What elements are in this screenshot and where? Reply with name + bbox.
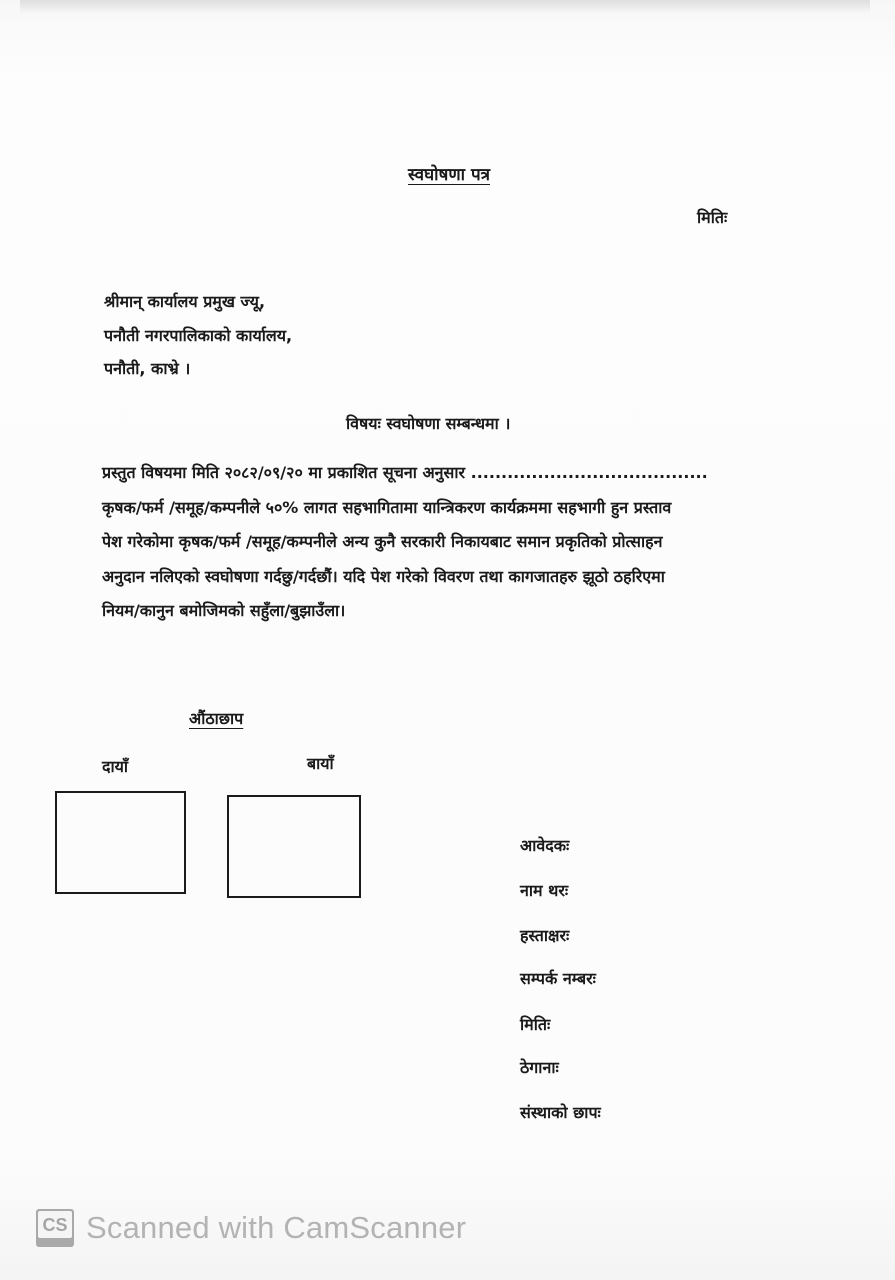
- document-title: स्वघोषणा पत्र: [408, 165, 490, 185]
- address-field: ठेगानाः: [520, 1058, 559, 1077]
- name-field: नाम थरः: [520, 881, 569, 900]
- signature-field: हस्ताक्षरः: [520, 926, 570, 945]
- applicant-field: आवेदकः: [520, 836, 570, 855]
- camscanner-logo-icon: [36, 1209, 74, 1247]
- left-thumbprint-box: [227, 795, 361, 898]
- body-line: कृषक/फर्म /समूह/कम्पनीले ५०% लागत सहभागितामा यान्त्रिकरण कार्यक्रममा सहभागी हुन प्रस्ताव: [102, 497, 672, 517]
- right-thumb-label: दायाँ: [102, 757, 129, 776]
- body-line: पेश गरेकोमा कृषक/फर्म /समूह/कम्पनीले अन्य कुनै सरकारी निकायबाट समान प्रकृतिको प्रोत्साहन: [102, 532, 663, 551]
- body-line: नियम/कानुन बमोजिमको सहुँला/बुझाउँला।: [102, 601, 346, 620]
- camscanner-logo-text: CS: [38, 1211, 72, 1238]
- body-line: अनुदान नलिएको स्वघोषणा गर्दछु/गर्दछौं। यदि पेश गरेको विवरण तथा कागजातहरु झूठो ठहरिएमा: [102, 566, 665, 586]
- declaration-body: [102, 456, 802, 629]
- recipient-line: श्रीमान् कार्यालय प्रमुख ज्यू,: [104, 292, 266, 311]
- date-label: मितिः: [697, 208, 728, 227]
- watermark-text: Scanned with CamScanner: [86, 1210, 467, 1245]
- scan-edge-shadow: [20, 0, 870, 14]
- date-field: मितिः: [520, 1015, 551, 1034]
- left-thumb-label: बायाँ: [307, 754, 334, 773]
- thumbprint-heading: औंठाछाप: [189, 709, 244, 728]
- organization-stamp-field: संस्थाको छापः: [520, 1103, 601, 1122]
- body-line: प्रस्तुत विषयमा मिति २०८२/०९/२० मा प्रकाशित सूचना अनुसार .......................................: [102, 463, 708, 482]
- recipient-line: पनौती, काभ्रे ।: [104, 359, 191, 378]
- contact-number-field: सम्पर्क नम्बरः: [520, 969, 596, 988]
- camscanner-watermark: [36, 1207, 466, 1249]
- recipient-line: पनौती नगरपालिकाको कार्यालय,: [104, 326, 293, 345]
- subject-line: विषयः स्वघोषणा सम्बन्धमा ।: [346, 414, 511, 433]
- right-thumbprint-box: [55, 791, 186, 894]
